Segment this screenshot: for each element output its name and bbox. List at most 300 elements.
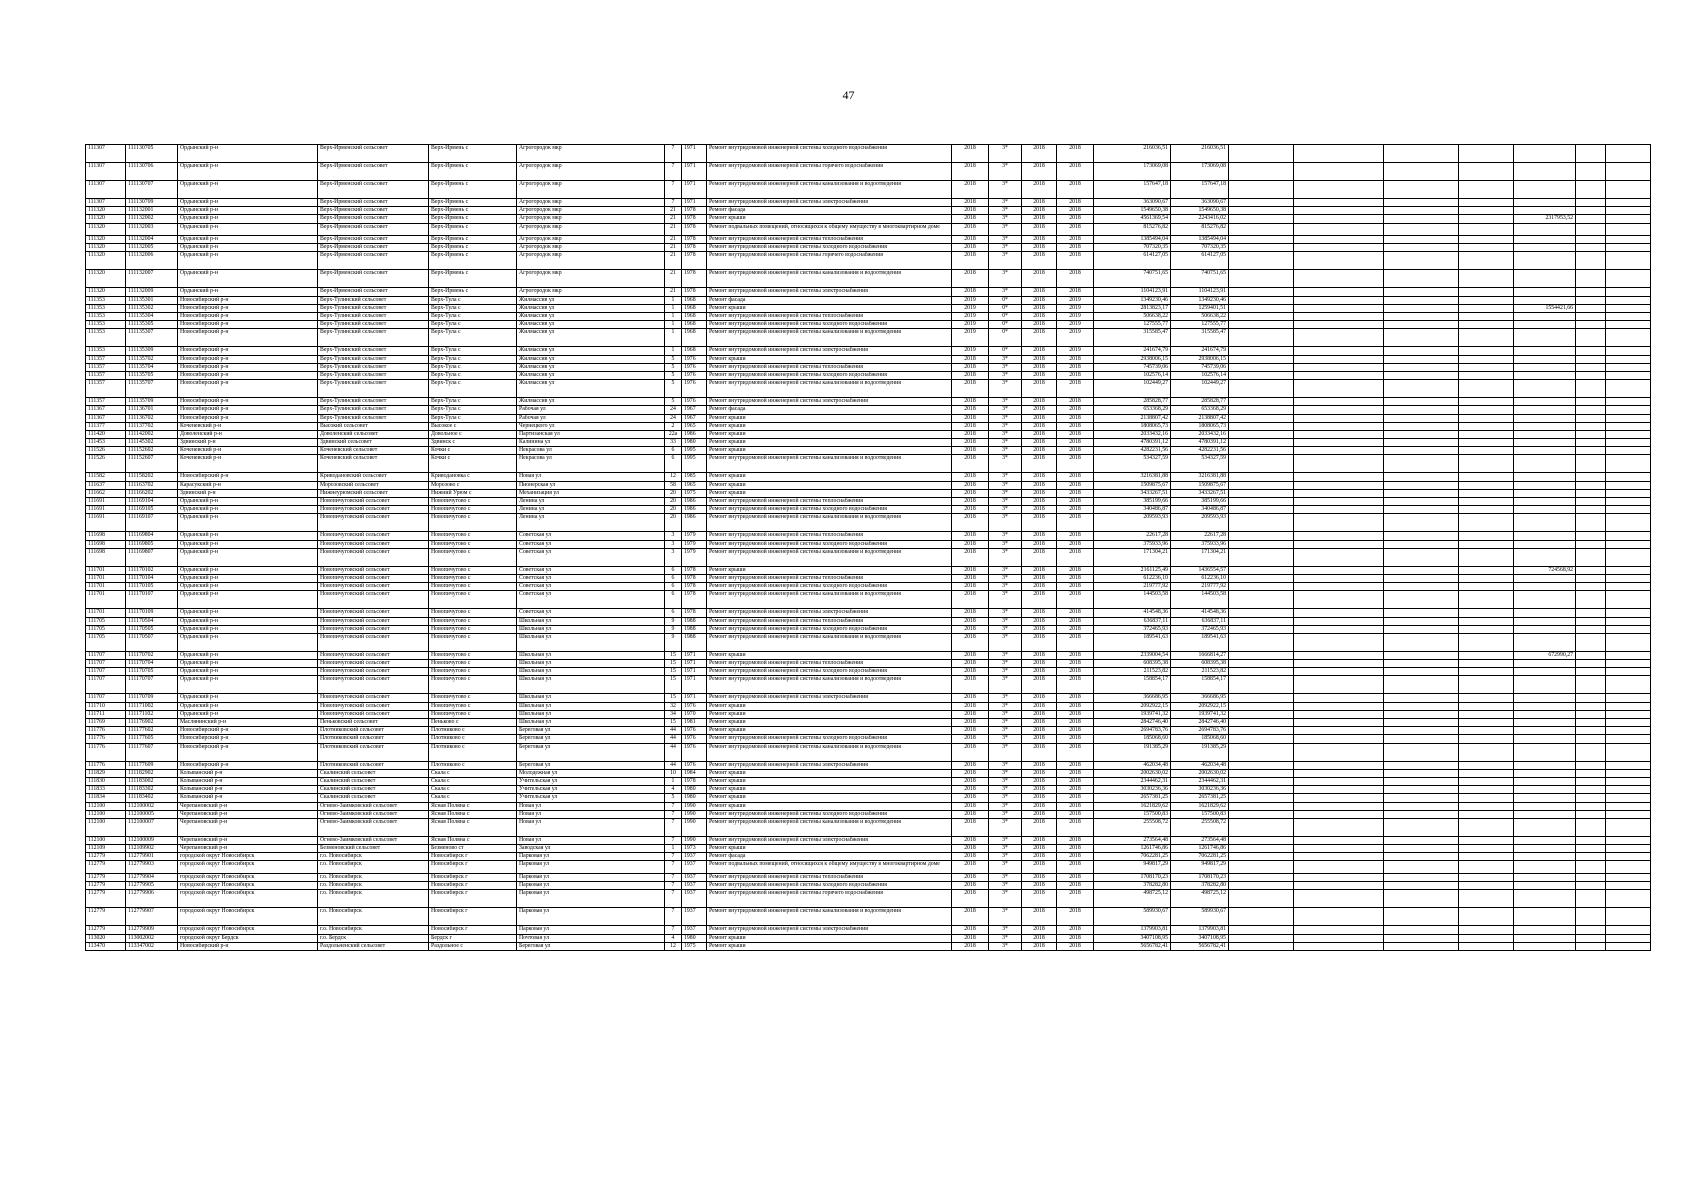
cell-year: 1978 (682, 252, 707, 270)
cell-street: Агрогородок мкр (517, 145, 665, 163)
cell-work: Ремонт внутридомовой инженерной системы канализования и водоотведения (707, 548, 952, 566)
cell-cost: 2033432,16 (1094, 430, 1171, 438)
cell-settlement: Новопичугово с (429, 548, 517, 566)
cell-empty (1384, 455, 1459, 473)
cell-id: 111357 (86, 355, 126, 363)
cell-council: Новопичуговский сельсовет (318, 694, 429, 702)
cell-house: 24 (665, 406, 682, 414)
cell-empty (1229, 414, 1294, 422)
cell-empty (1229, 710, 1294, 718)
cell-cost2: 219777,92 (1171, 583, 1229, 591)
cell-cost: 462034,48 (1094, 761, 1171, 769)
cell-empty (1384, 694, 1459, 702)
cell-work: Ремонт внутридомовой инженерной системы теплоснабжения (707, 574, 952, 582)
cell-empty (1294, 398, 1384, 406)
cell-id: 111307 (86, 199, 126, 207)
cell-empty (1459, 625, 1514, 633)
cell-y3: 2018 (1057, 861, 1094, 874)
cell-year: 1978 (682, 609, 707, 617)
cell-empty (1229, 676, 1294, 694)
cell-house: 33 (665, 439, 682, 447)
cell-empty (1294, 321, 1384, 329)
cell-y1: 2018 (952, 853, 989, 861)
cell-empty (1229, 735, 1294, 743)
cell-empty (1229, 304, 1294, 312)
cell-empty (1576, 818, 1606, 836)
cell-settlement: Скала с (429, 769, 517, 777)
cell-empty (1384, 727, 1459, 735)
cell-y3: 2018 (1057, 583, 1094, 591)
cell-district: Ордынский р-н (178, 548, 318, 566)
cell-empty (1384, 288, 1459, 296)
cell-y1: 2018 (952, 506, 989, 514)
cell-id: 111353 (86, 329, 126, 347)
cell-street: Некрасова ул (517, 447, 665, 455)
cell-empty (1606, 414, 1651, 422)
cell-id: 111707 (86, 660, 126, 668)
cell-empty (1384, 447, 1459, 455)
cell-extra (1514, 447, 1576, 455)
cell-work: Ремонт крыши (707, 304, 952, 312)
cell-code: 111137702 (126, 422, 178, 430)
cell-extra (1514, 540, 1576, 548)
cell-settlement: Новопичугово с (429, 617, 517, 625)
cell-street: Молодежная ул (517, 769, 665, 777)
cell-year: 1968 (682, 321, 707, 329)
cell-empty (1576, 223, 1606, 236)
cell-district: городской округ Новосибирск (178, 890, 318, 908)
cell-empty (1229, 890, 1294, 908)
cell-extra (1514, 908, 1576, 926)
cell-year: 1986 (682, 514, 707, 532)
cell-y3: 2018 (1057, 398, 1094, 406)
cell-y3: 2019 (1057, 329, 1094, 347)
cell-extra (1514, 735, 1576, 743)
cell-empty (1294, 810, 1384, 818)
cell-y3: 2018 (1057, 430, 1094, 438)
cell-empty (1606, 934, 1651, 942)
cell-y1: 2018 (952, 617, 989, 625)
cell-empty (1229, 743, 1294, 761)
cell-y3: 2018 (1057, 761, 1094, 769)
cell-empty (1459, 719, 1514, 727)
cell-street: Парковая ул (517, 890, 665, 908)
cell-extra (1514, 514, 1576, 532)
cell-y3: 2018 (1057, 371, 1094, 379)
cell-empty (1294, 207, 1384, 215)
cell-cost: 241674,79 (1094, 347, 1171, 355)
cell-cost: 209593,93 (1094, 514, 1171, 532)
cell-cost: 173069,08 (1094, 163, 1171, 181)
cell-id: 111353 (86, 347, 126, 355)
cell-empty (1229, 347, 1294, 355)
cell-cost2: 171304,21 (1171, 548, 1229, 566)
cell-empty (1576, 439, 1606, 447)
cell-y2: 2018 (1022, 676, 1057, 694)
cell-id: 111698 (86, 548, 126, 566)
cell-council: Высокий сельсовет (318, 422, 429, 430)
cell-year: 1978 (682, 566, 707, 574)
cell-cost2: 2657381,25 (1171, 794, 1229, 802)
table-row (86, 414, 1651, 422)
cell-cost2: 740751,65 (1171, 270, 1229, 288)
cell-council: г.о. Бердск (318, 934, 429, 942)
cell-council: Новопичуговский сельсовет (318, 651, 429, 659)
cell-district: Ордынский р-н (178, 660, 318, 668)
cell-street: Береговая ул (517, 743, 665, 761)
cell-settlement: Здвинск с (429, 439, 517, 447)
cell-house: 6 (665, 566, 682, 574)
cell-district: Ордынский р-н (178, 566, 318, 574)
cell-empty (1294, 802, 1384, 810)
cell-empty (1384, 355, 1459, 363)
cell-empty (1294, 270, 1384, 288)
cell-empty (1294, 786, 1384, 794)
cell-y2: 2018 (1022, 625, 1057, 633)
cell-empty (1384, 215, 1459, 223)
cell-empty (1459, 288, 1514, 296)
cell-work: Ремонт фасада (707, 853, 952, 861)
cell-code: 111136702 (126, 414, 178, 422)
cell-council: Безменовский сельсовет (318, 845, 429, 853)
cell-c5: 3* (989, 244, 1022, 252)
cell-cost2: 102576,14 (1171, 371, 1229, 379)
cell-settlement: Высокое с (429, 422, 517, 430)
cell-house: 4 (665, 934, 682, 942)
cell-year: 1968 (682, 347, 707, 355)
cell-settlement: Верх-Ирмень с (429, 236, 517, 244)
cell-cost2: 127555,77 (1171, 321, 1229, 329)
cell-street: Жилмассив ул (517, 371, 665, 379)
cell-y2: 2018 (1022, 727, 1057, 735)
cell-y3: 2018 (1057, 498, 1094, 506)
cell-empty (1384, 380, 1459, 398)
cell-code: 112100007 (126, 818, 178, 836)
cell-work: Ремонт внутридомовой инженерной системы холодного водоснабжения (707, 145, 952, 163)
cell-house: 21 (665, 215, 682, 223)
cell-code: 111183002 (126, 777, 178, 785)
cell-empty (1576, 882, 1606, 890)
cell-district: Новосибирский р-н (178, 761, 318, 769)
cell-empty (1576, 163, 1606, 181)
cell-street: Агрогородок мкр (517, 215, 665, 223)
cell-year: 1995 (682, 447, 707, 455)
cell-street: Агрогородок мкр (517, 181, 665, 199)
cell-code: 111130705 (126, 145, 178, 163)
cell-empty (1229, 810, 1294, 818)
cell-empty (1606, 743, 1651, 761)
cell-empty (1576, 668, 1606, 676)
cell-council: Новопичуговский сельсовет (318, 574, 429, 582)
table-row (86, 532, 1651, 540)
cell-code: 112779901 (126, 853, 178, 861)
cell-cost: 707320,35 (1094, 244, 1171, 252)
cell-street: Агрогородок мкр (517, 163, 665, 181)
cell-y1: 2018 (952, 363, 989, 371)
cell-house: 9 (665, 633, 682, 651)
cell-settlement: Плотниково с (429, 761, 517, 769)
cell-y3: 2018 (1057, 422, 1094, 430)
cell-id: 111707 (86, 668, 126, 676)
cell-code: 111183402 (126, 794, 178, 802)
cell-y3: 2018 (1057, 786, 1094, 794)
cell-district: Ордынский р-н (178, 145, 318, 163)
cell-y3: 2018 (1057, 455, 1094, 473)
cell-settlement: Верх-Тула с (429, 347, 517, 355)
cell-code: 111130707 (126, 181, 178, 199)
cell-empty (1459, 617, 1514, 625)
cell-cost: 815276,82 (1094, 223, 1171, 236)
cell-empty (1294, 406, 1384, 414)
cell-y2: 2018 (1022, 207, 1057, 215)
cell-y2: 2018 (1022, 861, 1057, 874)
cell-empty (1294, 313, 1384, 321)
cell-empty (1606, 882, 1651, 890)
cell-y2: 2018 (1022, 719, 1057, 727)
cell-id: 112100 (86, 836, 126, 844)
cell-house: 7 (665, 853, 682, 861)
cell-house: 2 (665, 422, 682, 430)
cell-empty (1576, 625, 1606, 633)
cell-id: 111707 (86, 676, 126, 694)
table-row (86, 668, 1651, 676)
cell-year: 1968 (682, 313, 707, 321)
cell-empty (1606, 836, 1651, 844)
cell-empty (1576, 313, 1606, 321)
cell-extra (1514, 926, 1576, 934)
cell-year: 1985 (682, 473, 707, 481)
cell-y1: 2018 (952, 926, 989, 934)
cell-settlement: Скала с (429, 794, 517, 802)
table-row (86, 244, 1651, 252)
cell-c5: 3* (989, 777, 1022, 785)
cell-council: Новопичуговский сельсовет (318, 625, 429, 633)
cell-y3: 2018 (1057, 481, 1094, 489)
cell-district: Новосибирский р-н (178, 406, 318, 414)
cell-y1: 2018 (952, 810, 989, 818)
cell-empty (1384, 769, 1459, 777)
cell-code: 112100009 (126, 836, 178, 844)
cell-extra (1514, 355, 1576, 363)
cell-cost: 740751,65 (1094, 270, 1171, 288)
cell-empty (1229, 321, 1294, 329)
cell-empty (1606, 890, 1651, 908)
cell-c5: 3* (989, 363, 1022, 371)
cell-c5: 0* (989, 347, 1022, 355)
cell-year: 1967 (682, 406, 707, 414)
cell-empty (1229, 786, 1294, 794)
cell-work: Ремонт внутридомовой инженерной системы теплоснабжения (707, 236, 952, 244)
cell-work: Ремонт крыши (707, 566, 952, 574)
cell-empty (1294, 574, 1384, 582)
cell-empty (1606, 719, 1651, 727)
cell-empty (1459, 145, 1514, 163)
cell-work: Ремонт внутридомовой инженерной системы теплоснабжения (707, 873, 952, 881)
cell-district: Ордынский р-н (178, 215, 318, 223)
cell-work: Ремонт крыши (707, 934, 952, 942)
cell-cost2: 315585,47 (1171, 329, 1229, 347)
cell-y3: 2018 (1057, 769, 1094, 777)
table-row (86, 363, 1651, 371)
cell-empty (1459, 942, 1514, 950)
cell-cost2: 949817,29 (1171, 861, 1229, 874)
cell-y1: 2018 (952, 583, 989, 591)
cell-y3: 2018 (1057, 625, 1094, 633)
cell-settlement: Раздольное с (429, 942, 517, 950)
cell-code: 111166202 (126, 489, 178, 497)
cell-year: 1976 (682, 743, 707, 761)
cell-code: 111170107 (126, 591, 178, 609)
cell-street: Пионерская ул (517, 481, 665, 489)
cell-empty (1576, 810, 1606, 818)
cell-district: городской округ Новосибирск (178, 861, 318, 874)
cell-y2: 2018 (1022, 489, 1057, 497)
cell-cost2: 1666814,27 (1171, 651, 1229, 659)
cell-c5: 3* (989, 942, 1022, 950)
table-row (86, 181, 1651, 199)
cell-empty (1606, 777, 1651, 785)
cell-empty (1576, 794, 1606, 802)
cell-y2: 2018 (1022, 498, 1057, 506)
cell-street: Жилмассив ул (517, 380, 665, 398)
cell-work: Ремонт крыши (707, 422, 952, 430)
cell-council: Коченевский сельсовет (318, 455, 429, 473)
cell-c5: 3* (989, 506, 1022, 514)
cell-extra (1514, 236, 1576, 244)
table-row (86, 873, 1651, 881)
cell-c5: 3* (989, 548, 1022, 566)
cell-y3: 2018 (1057, 489, 1094, 497)
cell-empty (1229, 163, 1294, 181)
cell-empty (1576, 215, 1606, 223)
cell-extra (1514, 406, 1576, 414)
cell-empty (1606, 223, 1651, 236)
cell-y3: 2018 (1057, 873, 1094, 881)
cell-empty (1576, 414, 1606, 422)
cell-empty (1384, 836, 1459, 844)
cell-empty (1229, 591, 1294, 609)
cell-y2: 2018 (1022, 406, 1057, 414)
cell-house: 20 (665, 506, 682, 514)
cell-street: Новая ул (517, 836, 665, 844)
cell-empty (1294, 548, 1384, 566)
cell-empty (1229, 145, 1294, 163)
cell-y1: 2018 (952, 236, 989, 244)
cell-district: Ордынский р-н (178, 181, 318, 199)
cell-empty (1606, 873, 1651, 881)
cell-empty (1294, 908, 1384, 926)
cell-empty (1576, 252, 1606, 270)
cell-cost2: 378282,80 (1171, 882, 1229, 890)
cell-extra (1514, 321, 1576, 329)
cell-district: Ордынский р-н (178, 163, 318, 181)
cell-work: Ремонт внутридомовой инженерной системы горячего водоснабжения (707, 252, 952, 270)
cell-cost2: 614127,05 (1171, 252, 1229, 270)
cell-empty (1576, 430, 1606, 438)
cell-empty (1576, 926, 1606, 934)
cell-cost: 185068,60 (1094, 735, 1171, 743)
table-row (86, 625, 1651, 633)
cell-work: Ремонт внутридомовой инженерной системы холодного водоснабжения (707, 735, 952, 743)
cell-district: Ордынский р-н (178, 609, 318, 617)
cell-empty (1606, 355, 1651, 363)
cell-code: 111135704 (126, 363, 178, 371)
cell-empty (1606, 845, 1651, 853)
cell-c5: 3* (989, 498, 1022, 506)
cell-year: 1988 (682, 625, 707, 633)
cell-year: 1937 (682, 873, 707, 881)
cell-code: 111130709 (126, 199, 178, 207)
cell-y3: 2018 (1057, 735, 1094, 743)
cell-district: Колыванский р-н (178, 769, 318, 777)
cell-settlement: Новопичугово с (429, 651, 517, 659)
cell-empty (1606, 786, 1651, 794)
cell-house: 5 (665, 355, 682, 363)
cell-empty (1606, 473, 1651, 481)
cell-empty (1606, 617, 1651, 625)
table-row (86, 380, 1651, 398)
cell-street: Советская ул (517, 609, 665, 617)
cell-work: Ремонт крыши (707, 727, 952, 735)
cell-council: Новопичуговский сельсовет (318, 514, 429, 532)
cell-cost: 3030236,36 (1094, 786, 1171, 794)
cell-c5: 3* (989, 181, 1022, 199)
cell-extra (1514, 574, 1576, 582)
cell-district: Черепановский р-н (178, 818, 318, 836)
cell-empty (1606, 651, 1651, 659)
cell-y3: 2018 (1057, 207, 1094, 215)
cell-code: 111135707 (126, 380, 178, 398)
cell-c5: 3* (989, 380, 1022, 398)
cell-c5: 3* (989, 694, 1022, 702)
cell-empty (1459, 548, 1514, 566)
cell-empty (1384, 329, 1459, 347)
cell-work: Ремонт внутридомовой инженерной системы горячего водоснабжения (707, 163, 952, 181)
cell-extra (1514, 455, 1576, 473)
cell-cost: 1385494,04 (1094, 236, 1171, 244)
cell-id: 111769 (86, 719, 126, 727)
cell-y2: 2018 (1022, 794, 1057, 802)
cell-extra (1514, 181, 1576, 199)
cell-settlement: Верх-Ирмень с (429, 163, 517, 181)
cell-extra (1514, 371, 1576, 379)
cell-district: городской округ Новосибирск (178, 882, 318, 890)
cell-y2: 2018 (1022, 163, 1057, 181)
table-row (86, 882, 1651, 890)
cell-settlement: Новопичугово с (429, 506, 517, 514)
cell-empty (1294, 873, 1384, 881)
cell-y3: 2019 (1057, 304, 1094, 312)
cell-council: Верх-Ирменский сельсовет (318, 236, 429, 244)
cell-cost2: 1509875,67 (1171, 481, 1229, 489)
cell-work: Ремонт внутридомовой инженерной системы канализования и водоотведения (707, 514, 952, 532)
cell-settlement: Криводановка с (429, 473, 517, 481)
cell-y2: 2018 (1022, 313, 1057, 321)
cell-house: 5 (665, 794, 682, 802)
cell-y1: 2018 (952, 540, 989, 548)
cell-cost: 273564,48 (1094, 836, 1171, 844)
cell-cost: 372465,93 (1094, 625, 1171, 633)
cell-settlement: Новосибирск г (429, 882, 517, 890)
cell-y1: 2018 (952, 651, 989, 659)
cell-settlement: Плотниково с (429, 735, 517, 743)
cell-id: 111353 (86, 321, 126, 329)
cell-y1: 2018 (952, 861, 989, 874)
cell-id: 113470 (86, 942, 126, 950)
cell-cost2: 211523,82 (1171, 668, 1229, 676)
cell-code: 111169805 (126, 540, 178, 548)
cell-empty (1384, 223, 1459, 236)
